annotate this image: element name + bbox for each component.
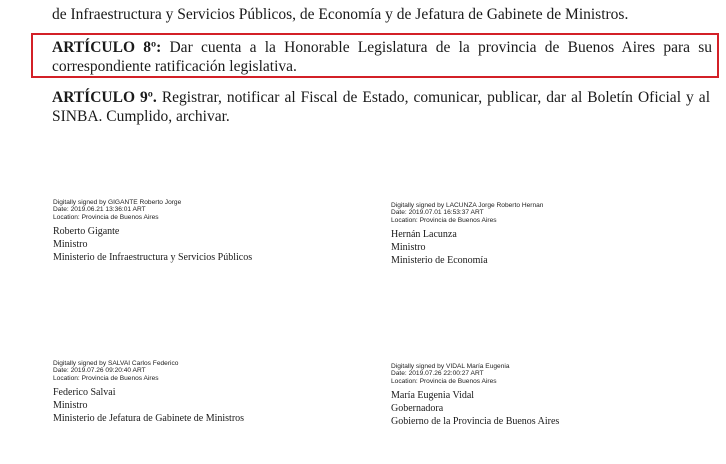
signature-date: Date: 2019.07.01 16:53:37 ART (391, 209, 484, 217)
article-9-text: Registrar, notificar al Fiscal de Estado, comunicar, publicar, dar al Boletín Oficial y al SINBA. Cumplido, archivar. (52, 89, 710, 125)
signer-organization: Ministerio de Jefatura de Gabinete de Ministros (53, 413, 245, 425)
signer-name: María Eugenia Vidal (391, 390, 475, 402)
article-8-label: ARTÍCULO 8º: (52, 39, 162, 56)
article-8 (52, 38, 712, 76)
signature-date: Date: 2019.07.26 22:00:27 ART (391, 370, 484, 378)
signature-location: Location: Provincia de Buenos Aires (391, 216, 497, 224)
signature-block-gigante (53, 199, 252, 264)
signer-role: Ministro (391, 242, 426, 254)
signature-date: Date: 2019.07.26 09:20:40 ART (53, 367, 146, 375)
signer-name: Hernán Lacunza (391, 229, 457, 241)
signature-signed-by: Digitally signed by GIGANTE Roberto Jorge (53, 199, 182, 206)
signer-name: Federico Salvai (53, 387, 116, 399)
signer-role: Gobernadora (391, 403, 444, 415)
signature-block-vidal (391, 363, 559, 428)
signature-block-salvai (53, 360, 244, 425)
signature-signed-by: Digitally signed by VIDAL María Eugenia (391, 363, 510, 370)
article-9 (52, 88, 710, 126)
signer-organization: Ministerio de Infraestructura y Servicios Públicos (53, 252, 253, 264)
article-9-label: ARTÍCULO 9º. (52, 89, 157, 106)
signature-signed-by: Digitally signed by LACUNZA Jorge Roberto Hernan (391, 202, 544, 209)
signature-date: Date: 2019.06.21 13:36:01 ART (53, 206, 146, 214)
signer-role: Ministro (53, 239, 88, 251)
article-8-text: Dar cuenta a la Honorable Legislatura de la provincia de Buenos Aires para su correspondiente ratificación legislativa. (52, 39, 712, 75)
signature-signed-by: Digitally signed by SALVAI Carlos Federico (53, 360, 179, 367)
signer-name: Roberto Gigante (53, 226, 120, 238)
signature-block-lacunza (391, 202, 543, 267)
paragraph-top: de Infraestructura y Servicios Públicos, de Economía y de Jefatura de Gabinete de Ministros. (52, 6, 629, 23)
signer-role: Ministro (53, 400, 88, 412)
signature-location: Location: Provincia de Buenos Aires (53, 374, 159, 382)
signer-organization: Gobierno de la Provincia de Buenos Aires (391, 416, 560, 428)
signer-organization: Ministerio de Economía (391, 255, 488, 267)
signature-location: Location: Provincia de Buenos Aires (391, 377, 497, 385)
signature-location: Location: Provincia de Buenos Aires (53, 213, 159, 221)
